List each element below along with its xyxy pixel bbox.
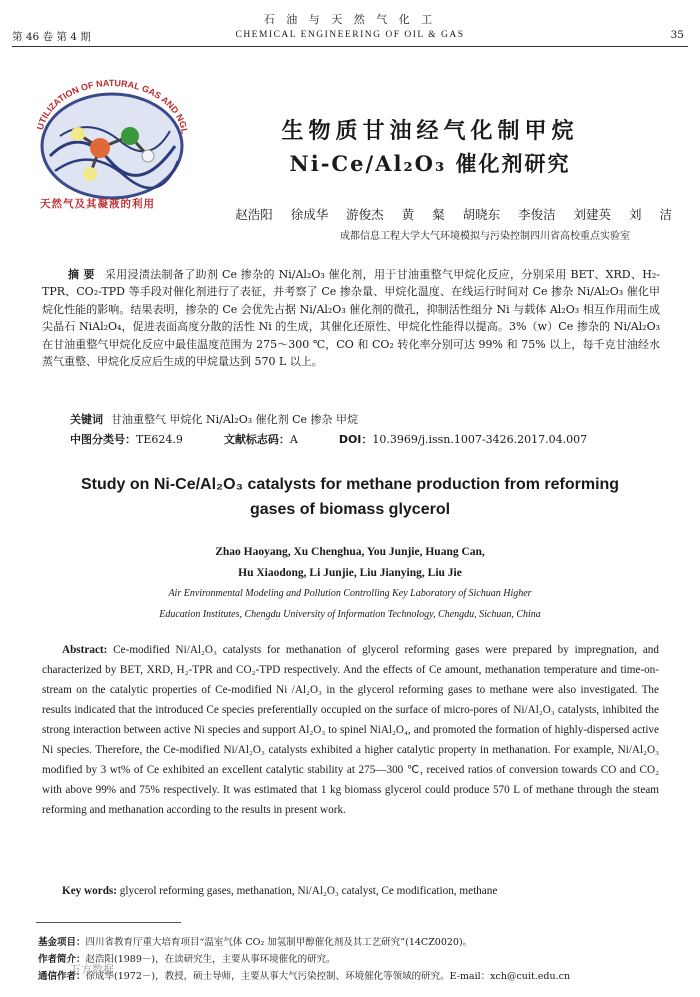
affiliation-en-line2: Education Institutes, Chengdu University of Information Technology, Chengdu, Sichuan, China [159, 609, 541, 620]
column-logo [30, 76, 195, 211]
watermark: 万方数据 [70, 963, 114, 976]
doc-code-value: A [289, 433, 298, 446]
doc-code-label: 文献标志码： [223, 433, 290, 446]
abstract-cn-text: 采用浸渍法制备了助剂 Ce 掺杂的 Ni/Al₂O₃ 催化剂，用于甘油重整气甲烷化反应，分别采用 BET、XRD、H₂-TPR、CO₂-TPD 等手段对催化剂进行了表征，并考察了 Ce 掺杂量、甲烷化温度、在线运行时间对 Ce 掺杂 Ni/Al₂O₃ 催化甲烷化性能的影响。结果表明，掺杂的 Ce 会优先占据 Ni/Al₂O₃ 催化剂的微孔，抑制活性组分 Ni 与载体 Al₂O₃ 相互作用而生成尖晶石 NiAl₂O₄，促进表面高度分散的活性 Ni 的生成，其催化还原性、甲烷化性能得以提高。3%（w）Ce 掺杂的 Ni/Al₂O₃ 在甘油重整气甲烷化反应中最佳温度范围为 275～300 ℃，CO 和 CO₂ 转化率分别可达 99% 和 75% 以上，每千克甘油经水蒸气重整、甲烷化反应后生成的甲烷量达到 570 L 以上。 [42, 268, 660, 369]
footnote-corresponding-label: 通信作者： [38, 971, 86, 982]
journal-title-en: CHEMICAL ENGINEERING OF OIL & GAS [235, 30, 465, 40]
affiliation-en [50, 583, 650, 625]
title-en: Study on Ni-Ce/Al₂O₃ catalysts for methane production from reforming gases of biomass glycerol [80, 476, 620, 518]
affiliation-en-line1: Air Environmental Modeling and Pollution Controlling Key Laboratory of Sichuan Higher [168, 588, 532, 599]
page-number: 35 [670, 29, 684, 41]
keywords-cn-text: 甘油重整气 甲烷化 Ni/Al₂O₃ 催化剂 Ce 掺杂 甲烷 [111, 413, 359, 426]
footnote-author-text: 赵浩阳(1989－)，在读研究生，主要从事环境催化的研究。 [85, 954, 336, 965]
authors-en-line2: Hu Xiaodong, Li Junjie, Liu Jianying, Liu Jie [238, 567, 462, 579]
footnote-author [38, 951, 678, 968]
abstract-cn-label: 摘 要 [68, 268, 95, 281]
clc-value: TE624.9 [136, 433, 183, 446]
footnote-funding-label: 基金项目： [38, 937, 86, 948]
footnote-rule [36, 922, 181, 923]
abstract-en [42, 640, 659, 820]
abstract-cn [42, 266, 660, 370]
abstract-en-label: Abstract: [62, 644, 108, 656]
header-rule [12, 46, 688, 47]
keywords-en [62, 885, 660, 897]
abstract-en-text: Ce-modified Ni/Al₂O₃ catalysts for methanation of glycerol reforming gases were prepared by impregnation, and characterized by BET, XRD, H₂-TPR and CO₂-TPD respectively. And the effects of Ce amount, methanation temperature and time-on-stream on the catalytic properties of Ce-modified Ni /Al₂O₃ in the glycerol reforming gases to methane were also investigated. The results indicated that the introduced Ce species preferentially occupied on the surface of micro-pores of Ni/Al₂O₃ catalysts, inhibited the strong interaction between active Ni species and support Al₂O₃ to spinel NiAl₂O₄, and promoted the formation of highly-dispersed active Ni species. Therefore, the Ce-modified Ni/Al₂O₃ catalysts exhibited a higher catalytic property in methanation. For example, Ni/Al₂O₃ modified by 3 wt% of Ce exhibited an excellent catalytic stability at 275—300 ℃, received ratios of conversion towards CO and CO₂ with above 99% and 75% respectively. It was estimated that 1 kg biomass glycerol could produce 570 L of methane through the steam reforming and methanation according to the results in present work. [42, 644, 659, 816]
authors-en-line1: Zhao Haoyang, Xu Chenghua, You Junjie, Huang Can, [215, 546, 485, 558]
title-cn-line2: Ni-Ce/Al₂O₃ 催化剂研究 [289, 151, 571, 176]
keywords-en-label: Key words: [62, 885, 117, 897]
footnote-funding-text: 四川省教育厅重大培育项目“温室气体 CO₂ 加氢制甲醇催化剂及其工艺研究”(14CZ0020)。 [85, 937, 473, 948]
classification-line [70, 431, 680, 447]
doi-label: DOI： [338, 433, 373, 446]
doi-value[interactable]: 10.3969/j.issn.1007-3426.2017.04.007 [372, 433, 588, 446]
keywords-cn-label: 关键词 [70, 413, 103, 426]
clc-label: 中图分类号： [70, 433, 136, 446]
footnote-author-label: 作者简介： [38, 954, 86, 965]
authors-cn: 赵浩阳 徐成华 游俊杰 黄 粲 胡晓东 李俊洁 刘建英 刘 洁 [235, 207, 672, 222]
keywords-en-text: glycerol reforming gases, methanation, Ni/Al₂O₃ catalyst, Ce modification, methane [119, 885, 498, 897]
molecule-logo-graphic [30, 76, 195, 211]
title-cn-line1: 生物质甘油经气化制甲烷 [281, 119, 579, 144]
logo-ring-text: UTILIZATION OF NATURAL GAS AND NGL [34, 77, 190, 135]
footnote-corresponding [38, 968, 678, 985]
footnote-corresponding-text: 徐成华(1972－)，教授，硕士导师，主要从事大气污染控制、环境催化等领域的研究。E-mail：xch@cuit.edu.cn [85, 971, 571, 982]
keywords-cn [70, 411, 670, 427]
affiliation-cn: 成都信息工程大学大气环境模拟与污染控制四川省高校重点实验室 [340, 231, 630, 242]
journal-title-cn: 石 油 与 天 然 气 化 工 [263, 13, 437, 26]
logo-caption: 天然气及其凝液的利用 [40, 198, 155, 210]
authors-en [60, 542, 640, 584]
volume-issue: 第 46 卷 第 4 期 [12, 31, 91, 43]
footnote-funding [38, 934, 678, 951]
